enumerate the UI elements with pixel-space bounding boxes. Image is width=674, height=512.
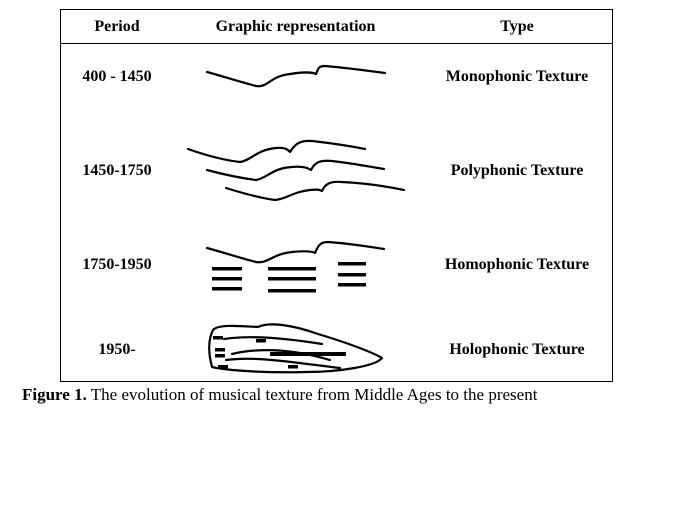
holophonic-bar bbox=[270, 352, 346, 356]
figure-caption-label: Figure 1. bbox=[22, 385, 87, 404]
figure-caption-text: The evolution of musical texture from Middle Ages to the present bbox=[86, 385, 538, 404]
chord-block-1a bbox=[212, 267, 242, 271]
figure-caption bbox=[22, 385, 662, 405]
monophonic-line bbox=[207, 66, 385, 86]
holophonic-block-6 bbox=[288, 365, 298, 369]
row-1-type: Monophonic Texture bbox=[445, 68, 589, 85]
polyphonic-line-3 bbox=[226, 182, 404, 200]
chord-block-3b bbox=[338, 273, 366, 277]
row-3-type: Homophonic Texture bbox=[444, 256, 590, 273]
holophonic-block-1 bbox=[213, 336, 223, 340]
polyphonic-line-2 bbox=[207, 161, 384, 180]
holophonic-block-5 bbox=[256, 339, 266, 343]
homophonic-melody-line bbox=[207, 242, 384, 262]
row-4-period: 1950- bbox=[98, 341, 136, 358]
chord-block-1b bbox=[212, 277, 242, 281]
chord-block-3a bbox=[338, 262, 366, 266]
header-type: Type bbox=[500, 18, 534, 35]
holophonic-block-4 bbox=[218, 365, 228, 369]
holophonic-block-3 bbox=[215, 354, 225, 358]
header-graphic-representation: Graphic representation bbox=[215, 18, 376, 35]
chord-block-2c bbox=[268, 289, 316, 293]
polyphonic-line-1 bbox=[188, 141, 365, 162]
row-2-type: Polyphonic Texture bbox=[450, 162, 584, 179]
header-period: Period bbox=[94, 18, 140, 35]
chord-block-3c bbox=[338, 283, 366, 287]
row-4-type: Holophonic Texture bbox=[449, 341, 585, 358]
holophonic-block-2 bbox=[215, 348, 225, 352]
holophonic-inner-curve-3 bbox=[226, 359, 340, 368]
row-2-period: 1450-1750 bbox=[82, 162, 152, 179]
row-1-period: 400 - 1450 bbox=[82, 68, 152, 85]
chord-block-1c bbox=[212, 287, 242, 291]
chord-block-2a bbox=[268, 267, 316, 271]
chord-block-2b bbox=[268, 277, 316, 281]
row-3-period: 1750-1950 bbox=[82, 256, 152, 273]
holophonic-inner-curve-1 bbox=[224, 337, 322, 344]
